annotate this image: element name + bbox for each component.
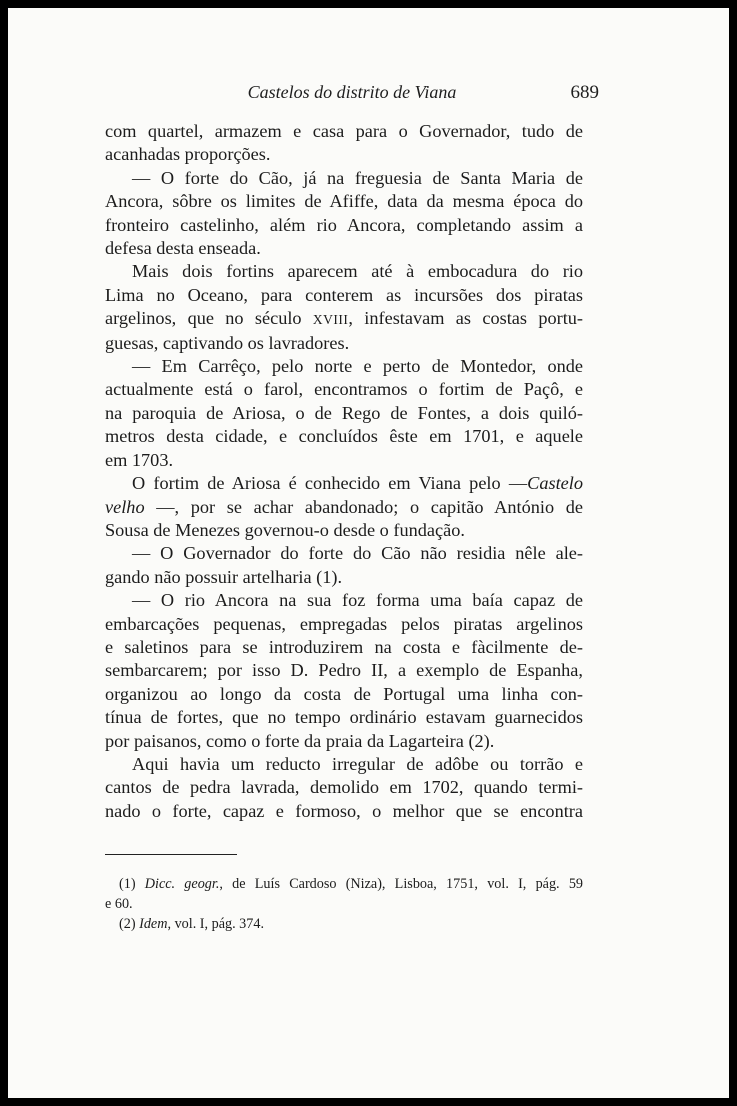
footnote-line-segment: Idem: [139, 916, 168, 932]
text-line: metros desta cidade, e concluídos êste em 1701, e aquele: [105, 426, 583, 447]
text-line: Aqui havia um reducto irregular de adôbe ou torrão e: [132, 753, 583, 774]
footnote-line-segment: Dicc. geogr.: [144, 876, 220, 892]
text-line: em 1703.: [105, 449, 174, 470]
text-line: — Em Carrêço, pelo norte e perto de Montedor, onde: [132, 356, 583, 377]
footnote-line-segment: (1): [119, 876, 145, 892]
footnote-line-segment: e 60.: [105, 896, 133, 912]
text-line-segment: O fortim de Ariosa é conhecido em Viana pelo —: [132, 473, 528, 494]
body-text: [105, 120, 583, 823]
text-line: — O forte do Cão, já na freguesia de Santa Maria de: [132, 167, 583, 188]
text-line: com quartel, armazem e casa para o Governador, tudo de: [105, 121, 583, 141]
text-line-segment: —, por se achar abandonado; o capitão António de: [144, 496, 583, 517]
text-line: por paisanos, como o forte da praia da Lagarteira (2).: [105, 730, 495, 751]
text-line: Ancora, sôbre os limites de Afiffe, data da mesma época do: [105, 191, 583, 212]
footnote-line-segment: (2): [119, 916, 140, 932]
page-number: 689: [570, 82, 599, 103]
text-line: fronteiro castelinho, além rio Ancora, completando assim a: [105, 214, 583, 235]
text-line: na paroquia de Ariosa, o de Rego de Fontes, a dois quiló-: [105, 402, 583, 423]
text-line: [105, 496, 583, 519]
text-line-segment: Castelo: [527, 473, 583, 494]
text-line: — O rio Ancora na sua foz forma uma baía capaz de: [132, 590, 583, 611]
book-page: [8, 8, 729, 1098]
text-line-segment: velho: [105, 496, 145, 517]
text-line: — O Governador do forte do Cão não residia nêle ale-: [132, 543, 583, 564]
text-line: [105, 472, 583, 495]
text-line: acanhadas proporções.: [105, 144, 271, 165]
text-line-segment: , infestavam as costas portu-: [348, 308, 583, 329]
footnote-line: [105, 874, 583, 894]
text-line: [105, 307, 583, 331]
text-line: Sousa de Menezes governou-o desde o fundação.: [105, 519, 465, 540]
text-line: e saletinos para se introduzirem na costa e fàcilmente de-: [105, 636, 583, 657]
text-line: guesas, captivando os lavradores.: [105, 332, 350, 353]
footnote-line: [105, 894, 583, 914]
footnote-line-segment: , vol. I, pág. 374.: [167, 916, 265, 932]
text-line: cantos de pedra lavrada, demolido em 1702, quando termi-: [105, 777, 583, 798]
text-line: sembarcarem; por isso D. Pedro II, a exemplo de Espanha,: [105, 660, 583, 681]
text-line: gando não possuir artelharia (1).: [105, 566, 343, 587]
text-line: Lima no Oceano, para conterem as incursões dos piratas: [105, 284, 583, 305]
text-line-segment: argelinos, que no século: [105, 308, 313, 329]
text-line: Mais dois fortins aparecem até à embocadura do rio: [132, 261, 583, 282]
footnotes: [105, 874, 583, 934]
running-title: Castelos do distrito de Viana: [247, 82, 457, 102]
text-line: defesa desta enseada.: [105, 238, 261, 259]
text-line: actualmente está o farol, encontramos o fortim de Paçô, e: [105, 379, 583, 400]
text-line: embarcações pequenas, empregadas pelos piratas argelinos: [105, 613, 583, 634]
text-line: organizou ao longo da costa de Portugal uma linha con-: [105, 683, 583, 704]
footnote-line: [105, 914, 583, 934]
footnote-rule: [105, 854, 237, 855]
text-line: nado o forte, capaz e formoso, o melhor que se encontra: [105, 800, 583, 821]
running-head: [105, 82, 599, 108]
text-line-segment: XVIII: [312, 312, 349, 328]
text-line: tínua de fortes, que no tempo ordinário estavam guarnecidos: [105, 707, 583, 728]
footnote-line-segment: , de Luís Cardoso (Niza), Lisboa, 1751, vol. I, pág. 59: [219, 876, 584, 892]
